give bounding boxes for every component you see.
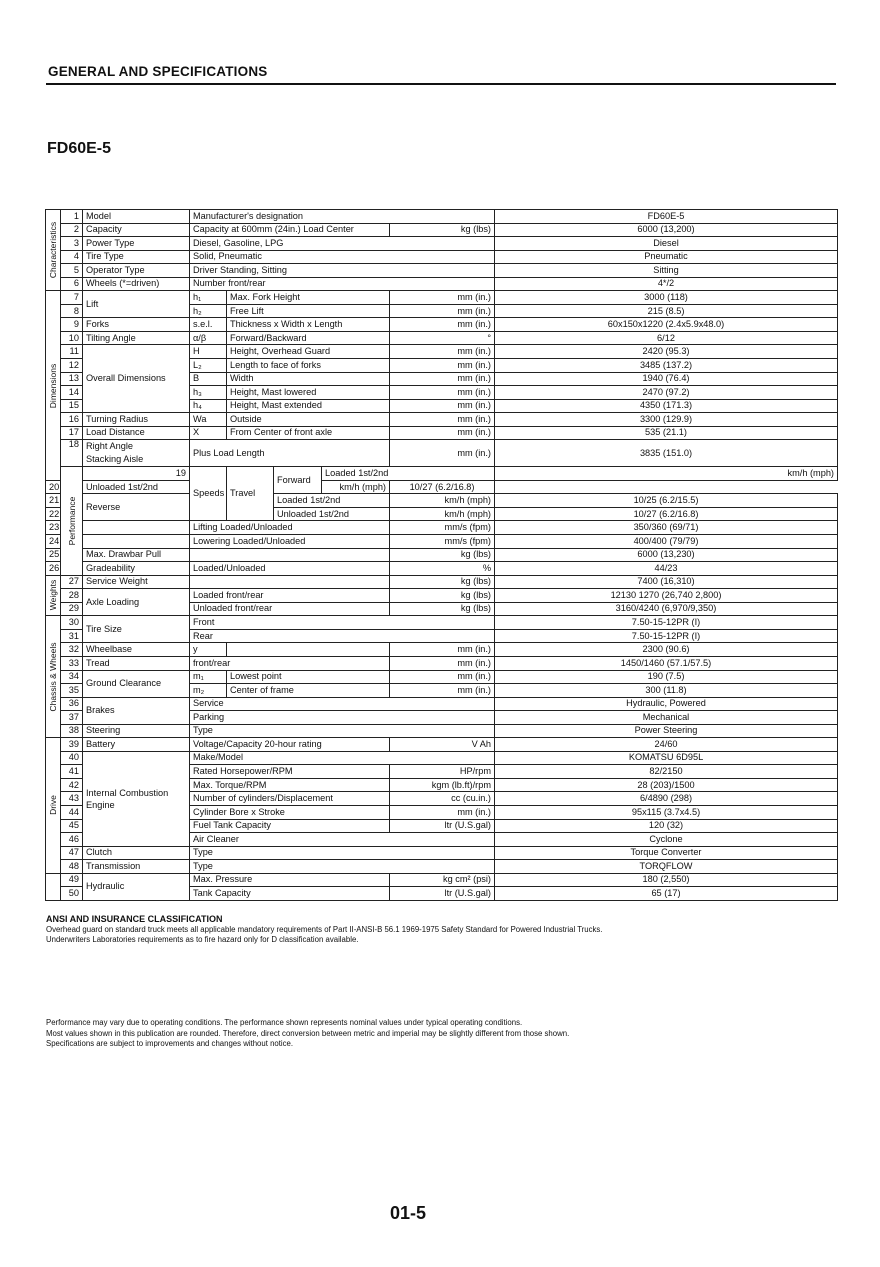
item-cell: Transmission xyxy=(83,860,190,874)
symbol-cell: Wa xyxy=(190,413,227,427)
row-number: 38 xyxy=(61,724,83,738)
model-title: FD60E-5 xyxy=(47,140,112,157)
value-cell: Diesel xyxy=(495,237,838,251)
row-number: 9 xyxy=(61,318,83,332)
condition-cell: Lifting Loaded/Unloaded xyxy=(190,521,390,535)
symbol-cell: α/β xyxy=(190,331,227,345)
condition-cell: Unloaded 1st/2nd xyxy=(83,480,227,494)
item-cell: Tire Type xyxy=(83,250,190,264)
row-number: 28 xyxy=(61,589,83,603)
item-cell: Axle Loading xyxy=(83,589,190,616)
item-cell: Tread xyxy=(83,656,190,670)
row-number: 14 xyxy=(61,386,83,400)
row-number: 3 xyxy=(61,237,83,251)
unit-cell: kg (lbs) xyxy=(390,575,495,589)
row-number: 13 xyxy=(61,372,83,386)
value-cell: 2420 (95.3) xyxy=(495,345,838,359)
value-cell: 6000 (13,230) xyxy=(495,548,838,562)
table-row xyxy=(46,210,838,224)
row-number: 8 xyxy=(61,304,83,318)
row-number: 48 xyxy=(61,860,83,874)
perf-line: Performance may vary due to operating conditions. The performance shown represents nominal values under typical operating conditions. xyxy=(46,1018,523,1027)
row-number: 20 xyxy=(46,480,61,494)
value-cell: 1450/1460 (57.1/57.5) xyxy=(495,656,838,670)
item-cell: Model xyxy=(83,210,190,224)
condition-cell: front/rear xyxy=(190,656,390,670)
value-cell: 3300 (129.9) xyxy=(495,413,838,427)
value-cell: 3160/4240 (6,970/9,350) xyxy=(495,602,838,616)
value-cell: 12130 1270 (26,740 2,800) xyxy=(495,589,838,603)
table-row xyxy=(46,697,838,711)
condition-cell: Parking xyxy=(190,711,495,725)
performance-notes xyxy=(46,1018,846,1050)
condition-cell: Number of cylinders/Displacement xyxy=(190,792,390,806)
row-number: 31 xyxy=(61,629,83,643)
condition-cell: Lowest point xyxy=(227,670,390,684)
unit-cell: mm (in.) xyxy=(390,440,495,467)
condition-cell: Rear xyxy=(190,629,495,643)
unit-cell: mm (in.) xyxy=(390,318,495,332)
item-cell: Max. Drawbar Pull xyxy=(83,548,190,562)
unit-cell: ltr (U.S.gal) xyxy=(390,819,495,833)
table-row xyxy=(46,494,838,508)
condition-cell: Diesel, Gasoline, LPG xyxy=(190,237,495,251)
value-cell: 28 (203)/1500 xyxy=(495,778,838,792)
row-number: 34 xyxy=(61,670,83,684)
value-cell: 10/27 (6.2/16.8) xyxy=(390,480,495,494)
condition-cell: Capacity at 600mm (24in.) Load Center xyxy=(190,223,390,237)
value-cell: 2470 (97.2) xyxy=(495,386,838,400)
condition-cell: Driver Standing, Sitting xyxy=(190,264,495,278)
item-cell: Ground Clearance xyxy=(83,670,190,697)
value-cell: Torque Converter xyxy=(495,846,838,860)
group-label: Dimensions xyxy=(46,291,61,481)
condition-cell: Width xyxy=(227,372,390,386)
value-cell: 3485 (137.2) xyxy=(495,359,838,373)
item-cell: Wheelbase xyxy=(83,643,190,657)
table-row xyxy=(46,291,838,305)
table-row xyxy=(46,467,838,481)
value-cell: 7.50-15-12PR (I) xyxy=(495,629,838,643)
condition-cell: Height, Mast extended xyxy=(227,399,390,413)
table-row xyxy=(46,318,838,332)
table-row xyxy=(46,331,838,345)
item-cell: Load Distance xyxy=(83,426,190,440)
condition-cell: Height, Overhead Guard xyxy=(227,345,390,359)
value-cell: Sitting xyxy=(495,264,838,278)
value-cell: Pneumatic xyxy=(495,250,838,264)
row-number: 4 xyxy=(61,250,83,264)
value-cell: Mechanical xyxy=(495,711,838,725)
symbol-cell: h₄ xyxy=(190,399,227,413)
condition-cell: Service xyxy=(190,697,495,711)
row-number: 22 xyxy=(46,507,61,521)
row-number: 42 xyxy=(61,778,83,792)
value-cell: 7400 (16,310) xyxy=(495,575,838,589)
value-cell: 4*/2 xyxy=(495,277,838,291)
value-cell: 1940 (76.4) xyxy=(495,372,838,386)
value-cell: Power Steering xyxy=(495,724,838,738)
unit-cell: mm (in.) xyxy=(390,291,495,305)
value-cell: 65 (17) xyxy=(495,887,838,901)
unit-cell: mm (in.) xyxy=(390,386,495,400)
condition-cell: Loaded/Unloaded xyxy=(190,562,390,576)
direction-cell: Forward xyxy=(274,467,322,494)
condition-cell: Loaded 1st/2nd xyxy=(322,467,495,481)
ansi-notes xyxy=(46,914,846,946)
row-number: 29 xyxy=(61,602,83,616)
value-cell: 10/27 (6.2/16.8) xyxy=(495,507,838,521)
row-number: 24 xyxy=(46,535,61,549)
symbol-cell: h₁ xyxy=(190,291,227,305)
condition-cell: Air Cleaner xyxy=(190,833,495,847)
value-cell: TORQFLOW xyxy=(495,860,838,874)
unit-cell: ° xyxy=(390,331,495,345)
unit-cell: kgm (lb.ft)/rpm xyxy=(390,778,495,792)
symbol-cell: h₂ xyxy=(190,304,227,318)
item-cell: Operator Type xyxy=(83,264,190,278)
table-row xyxy=(46,643,838,657)
value-cell: 7.50-15-12PR (I) xyxy=(495,616,838,630)
symbol-cell: s.e.l. xyxy=(190,318,227,332)
condition-cell: Tank Capacity xyxy=(190,887,390,901)
value-cell: 3835 (151.0) xyxy=(495,440,838,467)
row-number: 45 xyxy=(61,819,83,833)
unit-cell: km/h (mph) xyxy=(390,507,495,521)
condition-cell: Thickness x Width x Length xyxy=(227,318,390,332)
value-cell: 6000 (13,200) xyxy=(495,223,838,237)
item-cell: Gradeability xyxy=(83,562,190,576)
table-row xyxy=(46,860,838,874)
symbol-cell: H xyxy=(190,345,227,359)
item-cell: Battery xyxy=(83,738,190,752)
unit-cell: km/h (mph) xyxy=(495,467,838,481)
perf-line: Specifications are subject to improvements and changes without notice. xyxy=(46,1039,294,1048)
value-cell: 2300 (90.6) xyxy=(495,643,838,657)
condition-cell: Forward/Backward xyxy=(227,331,390,345)
row-number: 19 xyxy=(83,467,190,481)
table-row xyxy=(46,670,838,684)
page-number: 01-5 xyxy=(390,1203,427,1223)
unit-cell: mm (in.) xyxy=(390,304,495,318)
unit-cell: mm (in.) xyxy=(390,684,495,698)
row-number: 15 xyxy=(61,399,83,413)
table-row xyxy=(46,535,838,549)
unit-cell: kg (lbs) xyxy=(390,548,495,562)
row-number: 25 xyxy=(46,548,61,562)
unit-cell: kg (lbs) xyxy=(390,223,495,237)
table-row xyxy=(46,724,838,738)
symbol-cell: h₃ xyxy=(190,386,227,400)
spec-table xyxy=(45,209,838,901)
unit-cell: cc (cu.in.) xyxy=(390,792,495,806)
item-cell: Wheels (*=driven) xyxy=(83,277,190,291)
row-number: 47 xyxy=(61,846,83,860)
value-cell: Hydraulic, Powered xyxy=(495,697,838,711)
table-row xyxy=(46,426,838,440)
table-row xyxy=(46,589,838,603)
row-number: 35 xyxy=(61,684,83,698)
table-row xyxy=(46,562,838,576)
table-row xyxy=(46,345,838,359)
unit-cell: mm (in.) xyxy=(390,656,495,670)
row-number: 7 xyxy=(61,291,83,305)
row-number: 2 xyxy=(61,223,83,237)
table-row xyxy=(46,846,838,860)
condition-cell: Height, Mast lowered xyxy=(227,386,390,400)
value-cell: 120 (32) xyxy=(495,819,838,833)
condition-cell: Rated Horsepower/RPM xyxy=(190,765,390,779)
condition-cell: Unloaded front/rear xyxy=(190,602,390,616)
travel-cell: Travel xyxy=(227,467,274,521)
item-cell: Turning Radius xyxy=(83,413,190,427)
item-cell: Speeds xyxy=(190,467,227,521)
condition-cell: Fuel Tank Capacity xyxy=(190,819,390,833)
table-row xyxy=(46,616,838,630)
value-cell: 60x150x1220 (2.4x5.9x48.0) xyxy=(495,318,838,332)
row-number: 21 xyxy=(46,494,61,508)
item-cell: Tire Size xyxy=(83,616,190,643)
row-number: 36 xyxy=(61,697,83,711)
row-number: 49 xyxy=(61,873,83,887)
table-row xyxy=(46,521,838,535)
condition-cell: Plus Load Length xyxy=(190,440,390,467)
unit-cell: mm (in.) xyxy=(390,413,495,427)
unit-cell: mm/s (fpm) xyxy=(390,521,495,535)
group-label: Drive xyxy=(46,738,61,873)
row-number: 40 xyxy=(61,751,83,765)
direction-cell: Reverse xyxy=(83,494,190,521)
table-row xyxy=(46,548,838,562)
table-row xyxy=(46,480,838,494)
condition-cell: Voltage/Capacity 20-hour rating xyxy=(190,738,390,752)
condition-cell: Max. Fork Height xyxy=(227,291,390,305)
unit-cell: kg (lbs) xyxy=(390,602,495,616)
value-cell: 6/12 xyxy=(495,331,838,345)
row-number: 27 xyxy=(61,575,83,589)
item-cell: Service Weight xyxy=(83,575,190,589)
value-cell: FD60E-5 xyxy=(495,210,838,224)
row-number: 1 xyxy=(61,210,83,224)
condition-cell: Solid, Pneumatic xyxy=(190,250,495,264)
condition-cell: Unloaded 1st/2nd xyxy=(274,507,390,521)
table-row xyxy=(46,873,838,887)
row-number: 6 xyxy=(61,277,83,291)
row-number: 32 xyxy=(61,643,83,657)
value-cell: KOMATSU 6D95L xyxy=(495,751,838,765)
value-cell: 3000 (118) xyxy=(495,291,838,305)
symbol-cell: L₂ xyxy=(190,359,227,373)
unit-cell: mm (in.) xyxy=(390,670,495,684)
condition-cell: Max. Torque/RPM xyxy=(190,778,390,792)
item-cell: Overall Dimensions xyxy=(83,345,190,413)
perf-line: Most values shown in this publication are rounded. Therefore, direct conversion between metric and imperial may be slightly different from those shown. xyxy=(46,1028,570,1038)
condition-cell: From Center of front axle xyxy=(227,426,390,440)
row-number: 33 xyxy=(61,656,83,670)
condition-cell: Type xyxy=(190,846,495,860)
value-cell: 44/23 xyxy=(495,562,838,576)
value-cell: 95x115 (3.7x4.5) xyxy=(495,805,838,819)
condition-cell: Outside xyxy=(227,413,390,427)
condition-cell: Lowering Loaded/Unloaded xyxy=(190,535,390,549)
condition-cell: Manufacturer's designation xyxy=(190,210,495,224)
row-number: 30 xyxy=(61,616,83,630)
table-row xyxy=(46,413,838,427)
table-row xyxy=(46,223,838,237)
table-row xyxy=(46,575,838,589)
table-row xyxy=(46,250,838,264)
table-row xyxy=(46,237,838,251)
item-cell: Forks xyxy=(83,318,190,332)
condition-cell: Type xyxy=(190,860,495,874)
table-row xyxy=(46,738,838,752)
row-number: 11 xyxy=(61,345,83,359)
value-cell: 190 (7.5) xyxy=(495,670,838,684)
unit-cell: kg cm² (psi) xyxy=(390,873,495,887)
condition-cell: Length to face of forks xyxy=(227,359,390,373)
symbol-cell: B xyxy=(190,372,227,386)
row-number: 41 xyxy=(61,765,83,779)
unit-cell: mm (in.) xyxy=(390,643,495,657)
row-number: 12 xyxy=(61,359,83,373)
unit-cell: km/h (mph) xyxy=(322,480,390,494)
ansi-line: Overhead guard on standard truck meets all applicable mandatory requirements of Part II-ANSI-B 56.1 1969-1975 Safety Standard for Powered Industrial Trucks. xyxy=(46,924,603,934)
row-number: 18 xyxy=(61,440,83,467)
unit-cell: mm (in.) xyxy=(390,372,495,386)
symbol-cell: y xyxy=(190,643,227,657)
value-cell: 215 (8.5) xyxy=(495,304,838,318)
condition-cell: Loaded 1st/2nd xyxy=(274,494,390,508)
condition-cell: Center of frame xyxy=(227,684,390,698)
value-cell: 10/25 (6.2/15.5) xyxy=(495,494,838,508)
condition-cell: Loaded front/rear xyxy=(190,589,390,603)
row-number: 16 xyxy=(61,413,83,427)
symbol-cell: m₂ xyxy=(190,684,227,698)
row-number: 37 xyxy=(61,711,83,725)
row-number: 17 xyxy=(61,426,83,440)
item-cell: Brakes xyxy=(83,697,190,724)
unit-cell: mm (in.) xyxy=(390,399,495,413)
row-number: 10 xyxy=(61,331,83,345)
unit-cell: km/h (mph) xyxy=(390,494,495,508)
ansi-line: Underwriters Laboratories requirements as to fire hazard only for D classification available. xyxy=(46,935,359,944)
item-cell: Tilting Angle xyxy=(83,331,190,345)
item-cell: Steering xyxy=(83,724,190,738)
value-cell: 6/4890 (298) xyxy=(495,792,838,806)
group-label: Chassis & Wheels xyxy=(46,616,61,738)
group-label: Performance xyxy=(61,467,83,575)
row-number: 43 xyxy=(61,792,83,806)
value-cell: 400/400 (79/79) xyxy=(495,535,838,549)
group-label: Characteristics xyxy=(46,210,61,291)
unit-cell: kg (lbs) xyxy=(390,589,495,603)
row-number: 46 xyxy=(61,833,83,847)
value-cell: 300 (11.8) xyxy=(495,684,838,698)
item-cell: Clutch xyxy=(83,846,190,860)
table-row xyxy=(46,277,838,291)
table-row xyxy=(46,440,838,467)
item-cell: Power Type xyxy=(83,237,190,251)
value-cell: Cyclone xyxy=(495,833,838,847)
unit-cell: mm (in.) xyxy=(390,426,495,440)
item-cell: Right Angle Stacking Aisle xyxy=(83,440,190,467)
page-header: GENERAL AND SPECIFICATIONS xyxy=(48,64,268,79)
value-cell: 535 (21.1) xyxy=(495,426,838,440)
condition-cell: Type xyxy=(190,724,495,738)
row-number: 26 xyxy=(46,562,61,576)
table-row xyxy=(46,264,838,278)
symbol-cell: X xyxy=(190,426,227,440)
group-label: Weights xyxy=(46,575,61,616)
row-number: 44 xyxy=(61,805,83,819)
symbol-cell: m₁ xyxy=(190,670,227,684)
condition-cell: Number front/rear xyxy=(190,277,495,291)
value-cell: 180 (2,550) xyxy=(495,873,838,887)
row-number: 23 xyxy=(46,521,61,535)
unit-cell: % xyxy=(390,562,495,576)
condition-cell: Max. Pressure xyxy=(190,873,390,887)
condition-cell: Free Lift xyxy=(227,304,390,318)
table-row xyxy=(46,751,838,765)
unit-cell: mm (in.) xyxy=(390,359,495,373)
ansi-heading: ANSI AND INSURANCE CLASSIFICATION xyxy=(46,914,223,924)
item-cell: Lift xyxy=(83,291,190,318)
row-number: 5 xyxy=(61,264,83,278)
table-row xyxy=(46,656,838,670)
condition-cell: Make/Model xyxy=(190,751,495,765)
item-cell: Internal Combustion Engine xyxy=(83,751,190,846)
value-cell: 4350 (171.3) xyxy=(495,399,838,413)
condition-cell: Front xyxy=(190,616,495,630)
condition-cell: Cylinder Bore x Stroke xyxy=(190,805,390,819)
item-cell: Capacity xyxy=(83,223,190,237)
row-number: 50 xyxy=(61,887,83,901)
value-cell: 82/2150 xyxy=(495,765,838,779)
value-cell: 24/60 xyxy=(495,738,838,752)
unit-cell: mm (in.) xyxy=(390,345,495,359)
unit-cell: mm/s (fpm) xyxy=(390,535,495,549)
row-number: 39 xyxy=(61,738,83,752)
unit-cell: ltr (U.S.gal) xyxy=(390,887,495,901)
header-rule xyxy=(46,83,836,85)
unit-cell: HP/rpm xyxy=(390,765,495,779)
item-cell: Hydraulic xyxy=(83,873,190,900)
unit-cell: V Ah xyxy=(390,738,495,752)
unit-cell: mm (in.) xyxy=(390,805,495,819)
value-cell: 350/360 (69/71) xyxy=(495,521,838,535)
